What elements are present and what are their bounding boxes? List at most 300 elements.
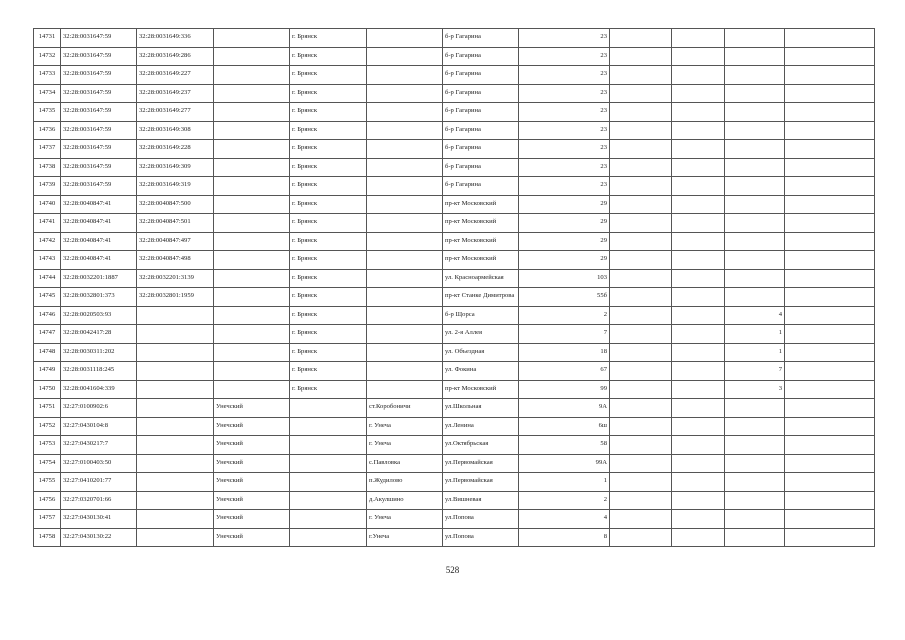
cell-district: Унечский — [214, 399, 290, 418]
cell-row-number: 14743 — [34, 251, 61, 270]
cell-col-11 — [725, 288, 785, 307]
cell-col-11 — [725, 232, 785, 251]
cell-district — [214, 288, 290, 307]
cell-col-12 — [785, 103, 875, 122]
cell-col-11 — [725, 121, 785, 140]
cell-settlement: д.Акулшино — [367, 491, 443, 510]
cell-cadastral-number: 32:28:0031647:59 — [61, 47, 137, 66]
cell-cadastral-number: 32:28:0031647:59 — [61, 158, 137, 177]
cell-col-12 — [785, 288, 875, 307]
cell-city — [290, 454, 367, 473]
cell-city — [290, 399, 367, 418]
cell-cadastral-number: 32:28:0040847:41 — [61, 214, 137, 233]
cell-col-10 — [672, 195, 725, 214]
cell-city: г. Брянск — [290, 84, 367, 103]
cell-street: б-р Щорса — [443, 306, 519, 325]
cell-city: г. Брянск — [290, 251, 367, 270]
cell-district — [214, 251, 290, 270]
cell-settlement — [367, 47, 443, 66]
cell-row-number: 14737 — [34, 140, 61, 159]
table-row — [34, 399, 875, 418]
cell-object-number — [137, 417, 214, 436]
cell-street: б-р Гагарина — [443, 177, 519, 196]
cell-street: б-р Гагарина — [443, 84, 519, 103]
cell-col-10 — [672, 399, 725, 418]
table-row — [34, 177, 875, 196]
cell-district — [214, 29, 290, 48]
cell-settlement — [367, 195, 443, 214]
cell-col-9 — [610, 325, 672, 344]
cell-house: 23 — [519, 66, 610, 85]
cell-house: 2 — [519, 491, 610, 510]
table-row — [34, 140, 875, 159]
table-row — [34, 417, 875, 436]
cell-row-number: 14746 — [34, 306, 61, 325]
table-row — [34, 491, 875, 510]
cell-col-12 — [785, 84, 875, 103]
cell-house: 9А — [519, 399, 610, 418]
cell-cadastral-number: 32:27:0320701:66 — [61, 491, 137, 510]
cell-house: 103 — [519, 269, 610, 288]
cell-city: г. Брянск — [290, 232, 367, 251]
cell-district — [214, 66, 290, 85]
cell-cadastral-number: 32:28:0031647:59 — [61, 140, 137, 159]
cell-col-11 — [725, 399, 785, 418]
cell-col-9 — [610, 232, 672, 251]
cell-settlement — [367, 214, 443, 233]
cell-col-9 — [610, 84, 672, 103]
cell-col-12 — [785, 66, 875, 85]
cell-settlement: г. Унеча — [367, 417, 443, 436]
cell-col-9 — [610, 343, 672, 362]
cell-house: 99А — [519, 454, 610, 473]
cell-settlement: г. Унеча — [367, 510, 443, 529]
table-row — [34, 288, 875, 307]
cell-col-12 — [785, 177, 875, 196]
cell-city — [290, 510, 367, 529]
cell-row-number: 14755 — [34, 473, 61, 492]
cell-house: 67 — [519, 362, 610, 381]
page-number: 528 — [445, 565, 460, 575]
cell-col-9 — [610, 510, 672, 529]
cell-col-11 — [725, 195, 785, 214]
table-row — [34, 84, 875, 103]
cell-col-12 — [785, 140, 875, 159]
cell-col-12 — [785, 436, 875, 455]
cell-district — [214, 177, 290, 196]
cell-col-12 — [785, 473, 875, 492]
cell-city: г. Брянск — [290, 288, 367, 307]
cell-row-number: 14732 — [34, 47, 61, 66]
cell-col-11: 3 — [725, 380, 785, 399]
cell-col-11 — [725, 269, 785, 288]
cell-col-10 — [672, 177, 725, 196]
cell-object-number — [137, 362, 214, 381]
cell-district: Унечский — [214, 491, 290, 510]
cell-city — [290, 528, 367, 547]
cell-district — [214, 103, 290, 122]
cell-street: б-р Гагарина — [443, 121, 519, 140]
cell-row-number: 14740 — [34, 195, 61, 214]
table-row — [34, 66, 875, 85]
cell-city: г. Брянск — [290, 177, 367, 196]
cell-col-9 — [610, 491, 672, 510]
registry-table — [33, 28, 875, 547]
cell-col-11 — [725, 84, 785, 103]
cell-col-10 — [672, 140, 725, 159]
cell-col-9 — [610, 158, 672, 177]
cell-col-10 — [672, 473, 725, 492]
cell-col-9 — [610, 380, 672, 399]
cell-city — [290, 436, 367, 455]
cell-settlement — [367, 177, 443, 196]
cell-street: ул.Попова — [443, 528, 519, 547]
cell-col-11: 4 — [725, 306, 785, 325]
cell-house: 4 — [519, 510, 610, 529]
cell-col-9 — [610, 29, 672, 48]
cell-object-number — [137, 399, 214, 418]
cell-street: пр-кт Московский — [443, 232, 519, 251]
cell-col-10 — [672, 232, 725, 251]
cell-city: г. Брянск — [290, 66, 367, 85]
cell-col-12 — [785, 47, 875, 66]
cell-cadastral-number: 32:28:0040847:41 — [61, 232, 137, 251]
cell-street: пр-кт Станке Димитрова — [443, 288, 519, 307]
cell-col-12 — [785, 269, 875, 288]
cell-col-10 — [672, 103, 725, 122]
cell-object-number: 32:28:0032801:1959 — [137, 288, 214, 307]
cell-col-11 — [725, 177, 785, 196]
cell-object-number — [137, 380, 214, 399]
cell-object-number: 32:28:0031649:227 — [137, 66, 214, 85]
cell-col-10 — [672, 269, 725, 288]
table-row — [34, 528, 875, 547]
cell-object-number — [137, 491, 214, 510]
cell-col-10 — [672, 362, 725, 381]
cell-row-number: 14736 — [34, 121, 61, 140]
cell-house: 8 — [519, 528, 610, 547]
table-row — [34, 121, 875, 140]
cell-col-9 — [610, 399, 672, 418]
cell-street: ул. Красноармейская — [443, 269, 519, 288]
cell-city: г. Брянск — [290, 380, 367, 399]
cell-col-12 — [785, 232, 875, 251]
cell-cadastral-number: 32:28:0030311:202 — [61, 343, 137, 362]
cell-col-11 — [725, 491, 785, 510]
cell-row-number: 14742 — [34, 232, 61, 251]
cell-col-11 — [725, 528, 785, 547]
cell-col-9 — [610, 417, 672, 436]
cell-object-number — [137, 454, 214, 473]
cell-row-number: 14741 — [34, 214, 61, 233]
cell-col-11 — [725, 66, 785, 85]
cell-object-number: 32:28:0040847:500 — [137, 195, 214, 214]
cell-settlement — [367, 232, 443, 251]
cell-street: б-р Гагарина — [443, 158, 519, 177]
cell-cadastral-number: 32:28:0031647:59 — [61, 177, 137, 196]
cell-street: пр-кт Московский — [443, 214, 519, 233]
cell-street: б-р Гагарина — [443, 103, 519, 122]
cell-city: г. Брянск — [290, 121, 367, 140]
table-row — [34, 362, 875, 381]
cell-cadastral-number: 32:27:0430130:22 — [61, 528, 137, 547]
cell-cadastral-number: 32:27:0430217:7 — [61, 436, 137, 455]
cell-col-12 — [785, 510, 875, 529]
cell-cadastral-number: 32:28:0040847:41 — [61, 195, 137, 214]
cell-district: Унечский — [214, 510, 290, 529]
cell-object-number: 32:28:0031649:336 — [137, 29, 214, 48]
cell-col-10 — [672, 288, 725, 307]
cell-city: г. Брянск — [290, 343, 367, 362]
cell-object-number — [137, 343, 214, 362]
cell-col-12 — [785, 491, 875, 510]
cell-district — [214, 380, 290, 399]
cell-col-12 — [785, 343, 875, 362]
cell-row-number: 14747 — [34, 325, 61, 344]
cell-col-10 — [672, 66, 725, 85]
cell-city — [290, 473, 367, 492]
cell-col-11 — [725, 47, 785, 66]
table-row — [34, 214, 875, 233]
cell-district: Унечский — [214, 528, 290, 547]
cell-col-10 — [672, 29, 725, 48]
cell-col-12 — [785, 399, 875, 418]
cell-district — [214, 140, 290, 159]
cell-object-number: 32:28:0040847:498 — [137, 251, 214, 270]
cell-col-10 — [672, 214, 725, 233]
cell-settlement — [367, 140, 443, 159]
cell-house: 29 — [519, 195, 610, 214]
cell-col-12 — [785, 325, 875, 344]
cell-col-9 — [610, 436, 672, 455]
cell-city — [290, 417, 367, 436]
cell-house: 29 — [519, 232, 610, 251]
cell-col-9 — [610, 47, 672, 66]
cell-object-number — [137, 473, 214, 492]
cell-district — [214, 121, 290, 140]
cell-district: Унечский — [214, 436, 290, 455]
cell-col-12 — [785, 29, 875, 48]
cell-col-10 — [672, 325, 725, 344]
cell-street: ул.Ленина — [443, 417, 519, 436]
cell-col-10 — [672, 510, 725, 529]
cell-street: ул.Вишневая — [443, 491, 519, 510]
cell-street: ул.Школьная — [443, 399, 519, 418]
cell-col-10 — [672, 306, 725, 325]
cell-col-9 — [610, 66, 672, 85]
cell-cadastral-number: 32:28:0031647:59 — [61, 103, 137, 122]
cell-settlement — [367, 306, 443, 325]
cell-row-number: 14751 — [34, 399, 61, 418]
cell-col-10 — [672, 343, 725, 362]
cell-house: 23 — [519, 103, 610, 122]
table-row — [34, 454, 875, 473]
cell-object-number: 32:28:0031649:319 — [137, 177, 214, 196]
table-row — [34, 158, 875, 177]
cell-col-12 — [785, 380, 875, 399]
cell-settlement — [367, 103, 443, 122]
cell-cadastral-number: 32:28:0031118:245 — [61, 362, 137, 381]
cell-district — [214, 195, 290, 214]
cell-col-9 — [610, 473, 672, 492]
cell-col-11: 7 — [725, 362, 785, 381]
cell-row-number: 14739 — [34, 177, 61, 196]
cell-house: 23 — [519, 158, 610, 177]
cell-city: г. Брянск — [290, 362, 367, 381]
cell-col-12 — [785, 528, 875, 547]
cell-street: ул.Первомайская — [443, 473, 519, 492]
cell-district: Унечский — [214, 454, 290, 473]
cell-col-11 — [725, 214, 785, 233]
cell-district — [214, 47, 290, 66]
cell-row-number: 14748 — [34, 343, 61, 362]
cell-col-11 — [725, 454, 785, 473]
cell-house: 23 — [519, 84, 610, 103]
cell-row-number: 14735 — [34, 103, 61, 122]
cell-col-12 — [785, 362, 875, 381]
cell-cadastral-number: 32:28:0031647:59 — [61, 66, 137, 85]
cell-cadastral-number: 32:28:0031647:59 — [61, 121, 137, 140]
table-row — [34, 343, 875, 362]
cell-house: 23 — [519, 47, 610, 66]
cell-city: г. Брянск — [290, 140, 367, 159]
cell-house: 23 — [519, 140, 610, 159]
cell-row-number: 14745 — [34, 288, 61, 307]
cell-row-number: 14754 — [34, 454, 61, 473]
cell-district — [214, 269, 290, 288]
cell-col-9 — [610, 121, 672, 140]
cell-house: 23 — [519, 177, 610, 196]
cell-cadastral-number: 32:28:0032801:373 — [61, 288, 137, 307]
cell-cadastral-number: 32:27:0430104:8 — [61, 417, 137, 436]
cell-settlement: п.Жудилово — [367, 473, 443, 492]
cell-settlement — [367, 158, 443, 177]
cell-col-11 — [725, 473, 785, 492]
cell-settlement — [367, 29, 443, 48]
table-row — [34, 269, 875, 288]
cell-object-number: 32:28:0040847:497 — [137, 232, 214, 251]
cell-cadastral-number: 32:28:0020503:93 — [61, 306, 137, 325]
cell-district: Унечский — [214, 417, 290, 436]
table-row — [34, 325, 875, 344]
cell-city — [290, 491, 367, 510]
cell-object-number: 32:28:0031649:309 — [137, 158, 214, 177]
table-row — [34, 47, 875, 66]
cell-street: б-р Гагарина — [443, 29, 519, 48]
cell-row-number: 14749 — [34, 362, 61, 381]
cell-col-12 — [785, 306, 875, 325]
cell-col-9 — [610, 177, 672, 196]
registry-sheet — [33, 28, 875, 547]
cell-house: 7 — [519, 325, 610, 344]
table-row — [34, 306, 875, 325]
table-row — [34, 436, 875, 455]
cell-col-9 — [610, 528, 672, 547]
cell-street: б-р Гагарина — [443, 47, 519, 66]
cell-col-11 — [725, 436, 785, 455]
cell-col-10 — [672, 158, 725, 177]
cell-city: г. Брянск — [290, 269, 367, 288]
table-row — [34, 195, 875, 214]
cell-district — [214, 232, 290, 251]
cell-district — [214, 343, 290, 362]
table-row — [34, 103, 875, 122]
cell-street: б-р Гагарина — [443, 66, 519, 85]
cell-settlement — [367, 269, 443, 288]
cell-row-number: 14744 — [34, 269, 61, 288]
table-row — [34, 29, 875, 48]
cell-settlement — [367, 362, 443, 381]
cell-house: 23 — [519, 29, 610, 48]
cell-settlement — [367, 380, 443, 399]
cell-col-10 — [672, 251, 725, 270]
cell-row-number: 14738 — [34, 158, 61, 177]
cell-col-9 — [610, 195, 672, 214]
cell-object-number: 32:28:0032201:3139 — [137, 269, 214, 288]
cell-object-number: 32:28:0031649:286 — [137, 47, 214, 66]
cell-col-10 — [672, 84, 725, 103]
cell-settlement — [367, 343, 443, 362]
cell-street: ул.Попова — [443, 510, 519, 529]
cell-col-11 — [725, 158, 785, 177]
cell-object-number: 32:28:0040847:501 — [137, 214, 214, 233]
cell-settlement: ст.Коробоничи — [367, 399, 443, 418]
cell-cadastral-number: 32:27:0100403:50 — [61, 454, 137, 473]
cell-city: г. Брянск — [290, 306, 367, 325]
cell-house: 55б — [519, 288, 610, 307]
cell-col-9 — [610, 288, 672, 307]
cell-object-number — [137, 436, 214, 455]
cell-col-10 — [672, 380, 725, 399]
cell-settlement — [367, 288, 443, 307]
cell-col-9 — [610, 454, 672, 473]
cell-cadastral-number: 32:28:0040847:41 — [61, 251, 137, 270]
cell-col-12 — [785, 417, 875, 436]
cell-object-number: 32:28:0031649:228 — [137, 140, 214, 159]
cell-col-10 — [672, 454, 725, 473]
cell-district — [214, 84, 290, 103]
table-row — [34, 232, 875, 251]
cell-col-12 — [785, 251, 875, 270]
cell-cadastral-number: 32:27:0430130:41 — [61, 510, 137, 529]
cell-settlement — [367, 66, 443, 85]
cell-col-11 — [725, 103, 785, 122]
cell-col-9 — [610, 269, 672, 288]
cell-street: ул. 2-я Аллея — [443, 325, 519, 344]
cell-row-number: 14750 — [34, 380, 61, 399]
cell-object-number: 32:28:0031649:277 — [137, 103, 214, 122]
cell-col-12 — [785, 121, 875, 140]
cell-col-9 — [610, 214, 672, 233]
cell-street: ул.Октябрьская — [443, 436, 519, 455]
cell-house: 23 — [519, 121, 610, 140]
cell-object-number — [137, 510, 214, 529]
cell-district — [214, 325, 290, 344]
cell-district — [214, 306, 290, 325]
cell-row-number: 14758 — [34, 528, 61, 547]
cell-house: 1 — [519, 473, 610, 492]
cell-house: 6ш — [519, 417, 610, 436]
cell-district: Унечский — [214, 473, 290, 492]
cell-col-10 — [672, 528, 725, 547]
cell-settlement — [367, 121, 443, 140]
cell-city: г. Брянск — [290, 158, 367, 177]
cell-settlement — [367, 251, 443, 270]
cell-cadastral-number: 32:28:0032201:1887 — [61, 269, 137, 288]
cell-city: г. Брянск — [290, 214, 367, 233]
cell-col-11: 1 — [725, 343, 785, 362]
cell-district — [214, 158, 290, 177]
